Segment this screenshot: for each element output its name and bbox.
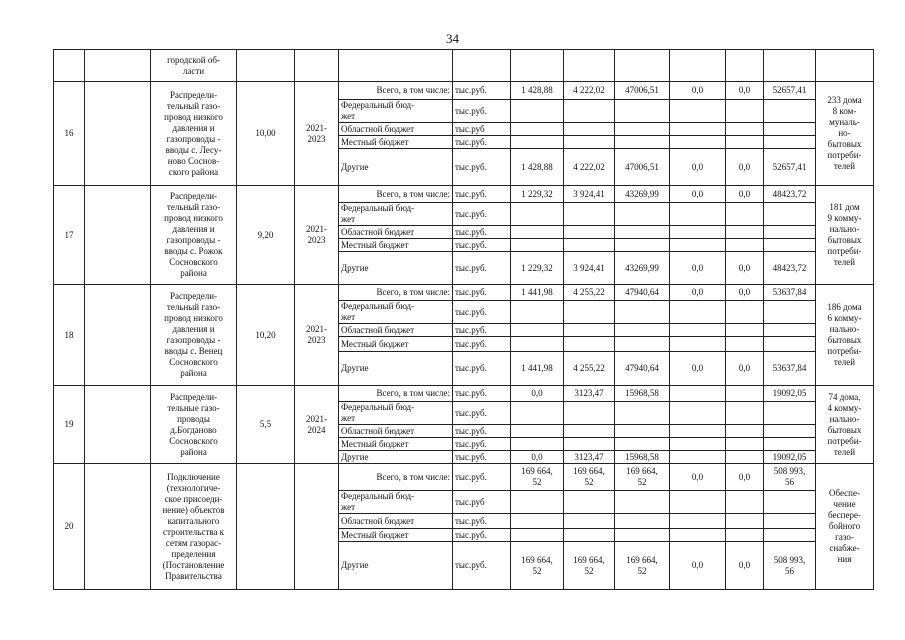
- value-2024: 0,0: [670, 542, 726, 590]
- value-total: [764, 123, 816, 136]
- value-2022: 4 255,22: [564, 285, 615, 301]
- result-cell: 233 дома 8 ком- муналь- но- бытовых потреби- телей: [816, 82, 874, 186]
- result-cell: Обеспе- чение беспере- бойного газо- снабже- ния: [816, 464, 874, 590]
- unit-cell: тыс.руб.: [453, 514, 511, 529]
- funding-source: Местный бюджет: [339, 136, 453, 149]
- value-2023: 15968,58: [615, 386, 670, 402]
- value-2021: 1 441,98: [511, 352, 564, 386]
- row-number: 16: [54, 82, 85, 186]
- funding-source: Всего, в том числе:: [339, 82, 453, 100]
- cell-empty: [85, 386, 151, 464]
- value-2023: 43269,99: [615, 252, 670, 285]
- cell-empty: [670, 50, 726, 82]
- period-cell: 2021- 2023: [295, 82, 339, 186]
- value-2024: [670, 324, 726, 337]
- value-2025: 0,0: [726, 186, 764, 203]
- value-2025: [726, 123, 764, 136]
- value-2024: 0,0: [670, 149, 726, 186]
- unit-cell: тыс.руб.: [453, 451, 511, 464]
- value-2023: [615, 529, 670, 542]
- value-total: 52657,41: [764, 149, 816, 186]
- unit-cell: тыс.руб.: [453, 100, 511, 123]
- value-2021: [511, 203, 564, 226]
- value-2024: [670, 203, 726, 226]
- value-2022: [564, 337, 615, 352]
- value-2022: 4 222,02: [564, 149, 615, 186]
- unit-cell: тыс.руб.: [453, 464, 511, 491]
- cell-empty: [453, 50, 511, 82]
- value-2021: [511, 529, 564, 542]
- value-total: [764, 203, 816, 226]
- period-cell: 2021- 2023: [295, 285, 339, 386]
- value-2024: [670, 451, 726, 464]
- value-2021: 1 229,32: [511, 252, 564, 285]
- value-2024: [670, 337, 726, 352]
- value-2023: [615, 136, 670, 149]
- cell-empty: [615, 50, 670, 82]
- value-total: [764, 529, 816, 542]
- value-2022: [564, 226, 615, 239]
- unit-cell: тыс.руб.: [453, 438, 511, 451]
- length-cell: 10,20: [237, 285, 295, 386]
- value-2021: [511, 324, 564, 337]
- value-2025: [726, 100, 764, 123]
- cell-empty: [564, 50, 615, 82]
- value-2024: [670, 136, 726, 149]
- value-2021: 1 428,88: [511, 149, 564, 186]
- value-2021: [511, 136, 564, 149]
- value-2025: [726, 239, 764, 252]
- value-total: [764, 324, 816, 337]
- value-2024: [670, 491, 726, 514]
- value-2025: [726, 529, 764, 542]
- value-total: 53637,84: [764, 352, 816, 386]
- value-2024: 0,0: [670, 252, 726, 285]
- value-2023: [615, 100, 670, 123]
- value-2022: [564, 402, 615, 425]
- value-2025: 0,0: [726, 82, 764, 100]
- value-2023: [615, 425, 670, 438]
- funding-source: Другие: [339, 149, 453, 186]
- cell-empty: [85, 82, 151, 186]
- unit-cell: тыс.руб.: [453, 337, 511, 352]
- funding-source: Федеральный бюд- жет: [339, 301, 453, 324]
- value-2025: [726, 425, 764, 438]
- value-2024: [670, 514, 726, 529]
- value-2024: [670, 226, 726, 239]
- value-2021: 1 441,98: [511, 285, 564, 301]
- value-2024: [670, 402, 726, 425]
- row-number: 20: [54, 464, 85, 590]
- value-2021: [511, 301, 564, 324]
- value-2025: [726, 438, 764, 451]
- unit-cell: тыс.руб.: [453, 226, 511, 239]
- value-2024: 0,0: [670, 464, 726, 491]
- funding-source: Другие: [339, 451, 453, 464]
- program-table: [53, 49, 874, 590]
- value-2025: [726, 491, 764, 514]
- value-2023: 47006,51: [615, 149, 670, 186]
- value-2024: [670, 438, 726, 451]
- cell-empty: [85, 285, 151, 386]
- table-row: [54, 386, 874, 402]
- funding-source: Федеральный бюд- жет: [339, 402, 453, 425]
- value-total: 508 993, 56: [764, 542, 816, 590]
- object-name-cell: Распредели- тельный газо- провод низкого давления и газопроводы - вводы с. Рожок Сосновского района: [151, 186, 237, 285]
- table-row: [54, 50, 874, 82]
- period-cell: 2021- 2024: [295, 386, 339, 464]
- value-2024: [670, 425, 726, 438]
- value-2025: 0,0: [726, 352, 764, 386]
- value-2022: 4 255,22: [564, 352, 615, 386]
- funding-source: Всего, в том числе:: [339, 464, 453, 491]
- value-2023: [615, 301, 670, 324]
- value-2025: [726, 203, 764, 226]
- value-total: 52657,41: [764, 82, 816, 100]
- value-2021: [511, 514, 564, 529]
- value-2022: [564, 324, 615, 337]
- value-total: 19092,05: [764, 386, 816, 402]
- value-2022: [564, 136, 615, 149]
- value-2022: 169 664, 52: [564, 542, 615, 590]
- unit-cell: тыс.руб.: [453, 352, 511, 386]
- cell-empty: [511, 50, 564, 82]
- value-2021: [511, 491, 564, 514]
- value-2022: 3123,47: [564, 386, 615, 402]
- value-2025: [726, 324, 764, 337]
- funding-source: Областной бюджет: [339, 514, 453, 529]
- unit-cell: тыс.руб.: [453, 239, 511, 252]
- table-row: [54, 186, 874, 203]
- value-2022: [564, 301, 615, 324]
- length-cell: 9,20: [237, 186, 295, 285]
- value-2023: 47940,64: [615, 352, 670, 386]
- value-2024: 0,0: [670, 352, 726, 386]
- value-2022: 3 924,41: [564, 252, 615, 285]
- value-2024: 0,0: [670, 82, 726, 100]
- value-2025: 0,0: [726, 149, 764, 186]
- value-2021: [511, 402, 564, 425]
- cell-empty: [54, 50, 85, 82]
- value-2025: 0,0: [726, 464, 764, 491]
- unit-cell: тыс.руб.: [453, 149, 511, 186]
- cell-empty: [85, 464, 151, 590]
- value-total: [764, 301, 816, 324]
- value-2021: [511, 100, 564, 123]
- page-number: 34: [446, 31, 459, 46]
- value-total: [764, 337, 816, 352]
- value-total: 53637,84: [764, 285, 816, 301]
- cell-empty: [85, 50, 151, 82]
- value-total: [764, 136, 816, 149]
- value-2025: [726, 514, 764, 529]
- value-2022: [564, 123, 615, 136]
- value-2025: [726, 386, 764, 402]
- unit-cell: тыс.руб.: [453, 136, 511, 149]
- value-2022: 169 664, 52: [564, 464, 615, 491]
- funding-source: Федеральный бюд- жет: [339, 491, 453, 514]
- value-2022: [564, 438, 615, 451]
- funding-source: Местный бюджет: [339, 529, 453, 542]
- unit-cell: тыс.руб: [453, 491, 511, 514]
- value-2023: [615, 123, 670, 136]
- length-cell: 5,5: [237, 386, 295, 464]
- unit-cell: тыс.руб.: [453, 402, 511, 425]
- value-2024: [670, 301, 726, 324]
- cell-empty: [726, 50, 764, 82]
- funding-source: Всего, в том числе:: [339, 186, 453, 203]
- unit-cell: тыс.руб.: [453, 252, 511, 285]
- value-2023: [615, 491, 670, 514]
- unit-cell: тыс.руб.: [453, 529, 511, 542]
- value-2024: [670, 529, 726, 542]
- value-2025: [726, 226, 764, 239]
- value-2025: [726, 136, 764, 149]
- object-name-cell: городской об- ласти: [151, 50, 237, 82]
- value-2023: [615, 239, 670, 252]
- value-total: [764, 100, 816, 123]
- value-2025: [726, 301, 764, 324]
- value-2021: 1 428,88: [511, 82, 564, 100]
- funding-source: Областной бюджет: [339, 324, 453, 337]
- value-total: 48423,72: [764, 252, 816, 285]
- value-2023: [615, 324, 670, 337]
- result-cell: 181 дом 9 комму- нально- бытовых потреби- телей: [816, 186, 874, 285]
- value-2022: [564, 425, 615, 438]
- unit-cell: тыс.руб.: [453, 203, 511, 226]
- object-name-cell: Распредели- тельный газо- провод низкого давления и газопроводы - вводы с. Венец Сосновского района: [151, 285, 237, 386]
- row-number: 18: [54, 285, 85, 386]
- value-2021: 169 664, 52: [511, 542, 564, 590]
- unit-cell: тыс.руб.: [453, 425, 511, 438]
- value-2021: 0,0: [511, 386, 564, 402]
- length-cell: 10,00: [237, 82, 295, 186]
- value-2025: 0,0: [726, 252, 764, 285]
- value-2021: [511, 226, 564, 239]
- value-2024: [670, 239, 726, 252]
- value-2022: [564, 100, 615, 123]
- value-2023: [615, 402, 670, 425]
- value-2021: [511, 239, 564, 252]
- result-cell: 74 дома, 4 комму- нально- бытовых потреби- телей: [816, 386, 874, 464]
- value-2021: [511, 337, 564, 352]
- value-2023: [615, 226, 670, 239]
- value-2024: 0,0: [670, 186, 726, 203]
- funding-source: Федеральный бюд- жет: [339, 203, 453, 226]
- value-2022: [564, 514, 615, 529]
- value-2023: [615, 514, 670, 529]
- unit-cell: тыс.руб.: [453, 285, 511, 301]
- funding-source: Всего, в том числе:: [339, 285, 453, 301]
- value-2023: 43269,99: [615, 186, 670, 203]
- funding-source: Областной бюджет: [339, 425, 453, 438]
- value-2022: [564, 203, 615, 226]
- object-name-cell: Распредели- тельные газо- проводы д.Богданово Сосновского района: [151, 386, 237, 464]
- value-2023: 47006,51: [615, 82, 670, 100]
- value-2022: [564, 239, 615, 252]
- value-2023: [615, 203, 670, 226]
- result-cell: 186 дома 6 комму- нально- бытовых потреби- телей: [816, 285, 874, 386]
- value-2025: 0,0: [726, 285, 764, 301]
- period-cell: 2021- 2023: [295, 186, 339, 285]
- funding-source: Другие: [339, 352, 453, 386]
- funding-source: Федеральный бюд- жет: [339, 100, 453, 123]
- funding-source: Другие: [339, 542, 453, 590]
- value-2021: [511, 123, 564, 136]
- funding-source: Другие: [339, 252, 453, 285]
- cell-empty: [295, 50, 339, 82]
- value-total: [764, 425, 816, 438]
- value-2023: 47940,64: [615, 285, 670, 301]
- value-2023: 169 664, 52: [615, 464, 670, 491]
- funding-source: Областной бюджет: [339, 226, 453, 239]
- value-2021: 169 664, 52: [511, 464, 564, 491]
- value-2023: [615, 337, 670, 352]
- value-total: [764, 491, 816, 514]
- value-2025: 0,0: [726, 542, 764, 590]
- cell-empty: [237, 50, 295, 82]
- cell-empty: [764, 50, 816, 82]
- cell-empty: [339, 50, 453, 82]
- value-2024: 0,0: [670, 285, 726, 301]
- table-row: [54, 464, 874, 491]
- value-2021: [511, 438, 564, 451]
- value-2021: [511, 425, 564, 438]
- value-2022: 3123,47: [564, 451, 615, 464]
- value-2024: [670, 386, 726, 402]
- value-2023: 15968,58: [615, 451, 670, 464]
- value-total: [764, 239, 816, 252]
- value-2022: 3 924,41: [564, 186, 615, 203]
- value-total: [764, 226, 816, 239]
- object-name-cell: Подключение (технологиче- ское присоеди- нение) объектов капитального строительства к сетям газорас- пределения (Постановление Правительства: [151, 464, 237, 590]
- unit-cell: тыс.руб.: [453, 186, 511, 203]
- value-total: [764, 514, 816, 529]
- value-total: [764, 438, 816, 451]
- value-2024: [670, 100, 726, 123]
- funding-source: Местный бюджет: [339, 337, 453, 352]
- funding-source: Местный бюджет: [339, 239, 453, 252]
- length-cell: [237, 464, 295, 590]
- value-2021: 0,0: [511, 451, 564, 464]
- value-total: 48423,72: [764, 186, 816, 203]
- value-total: 19092,05: [764, 451, 816, 464]
- funding-source: Местный бюджет: [339, 438, 453, 451]
- value-2024: [670, 123, 726, 136]
- unit-cell: тыс.руб.: [453, 386, 511, 402]
- value-2022: [564, 529, 615, 542]
- object-name-cell: Распредели- тельный газо- провод низкого давления и газопроводы - вводы с. Лесу- ново Соснов- ского района: [151, 82, 237, 186]
- value-2023: 169 664, 52: [615, 542, 670, 590]
- row-number: 19: [54, 386, 85, 464]
- value-2021: 1 229,32: [511, 186, 564, 203]
- funding-source: Всего, в том числе:: [339, 386, 453, 402]
- table-row: [54, 285, 874, 301]
- period-cell: [295, 464, 339, 590]
- cell-empty: [85, 186, 151, 285]
- unit-cell: тыс.руб.: [453, 301, 511, 324]
- unit-cell: тыс.руб.: [453, 82, 511, 100]
- funding-source: Областной бюджет: [339, 123, 453, 136]
- table-row: [54, 82, 874, 100]
- value-2022: 4 222,02: [564, 82, 615, 100]
- value-total: 508 993, 56: [764, 464, 816, 491]
- value-2025: [726, 402, 764, 425]
- value-2025: [726, 337, 764, 352]
- unit-cell: тыс.руб.: [453, 542, 511, 590]
- cell-empty: [816, 50, 874, 82]
- value-total: [764, 402, 816, 425]
- value-2023: [615, 438, 670, 451]
- unit-cell: тыс.руб: [453, 123, 511, 136]
- value-2022: [564, 491, 615, 514]
- value-2025: [726, 451, 764, 464]
- unit-cell: тыс.руб.: [453, 324, 511, 337]
- row-number: 17: [54, 186, 85, 285]
